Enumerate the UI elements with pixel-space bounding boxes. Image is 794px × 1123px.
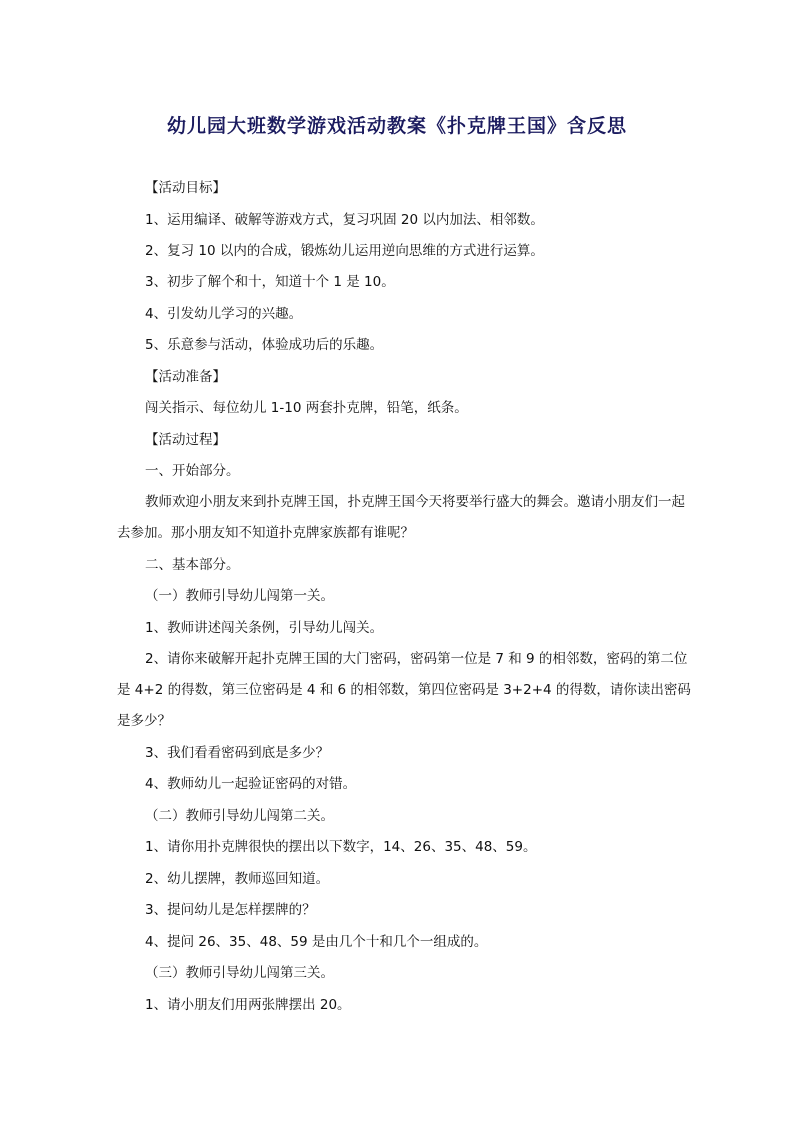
level-2-heading: （二）教师引导幼儿闯第二关。	[145, 808, 334, 824]
goal-line-5: 5、乐意参与活动，体验成功后的乐趣。	[145, 337, 384, 353]
paragraph-password: 2、请你来破解开起扑克牌王国的大门密码，密码第一位是 7 和 9 的相邻数，密码的第二位是 4+2 的得数，第三位密码是 4 和 6 的相邻数，第四位密码是 3+2+4 的得数，请你读出密码是多少？	[117, 651, 691, 729]
goal-line-1: 1、运用编译、破解等游戏方式，复习巩固 20 以内加法、相邻数。	[145, 212, 544, 228]
section-heading-process: 【活动过程】	[145, 432, 226, 448]
level-3-heading: （三）教师引导幼儿闯第三关。	[145, 965, 334, 981]
section-heading-preparation: 【活动准备】	[145, 369, 226, 385]
level-1-heading: （一）教师引导幼儿闯第一关。	[145, 588, 334, 604]
paragraph-intro: 教师欢迎小朋友来到扑克牌王国，扑克牌王国今天将要举行盛大的舞会。邀请小朋友们一起去参加。那小朋友知不知道扑克牌家族都有谁呢？	[117, 494, 685, 541]
level-1-step-4: 4、教师幼儿一起验证密码的对错。	[145, 776, 357, 792]
process-part-2: 二、基本部分。	[145, 557, 240, 573]
goal-line-2: 2、复习 10 以内的合成，锻炼幼儿运用逆向思维的方式进行运算。	[145, 243, 544, 259]
preparation-line: 闯关指示、每位幼儿 1-10 两套扑克牌，铅笔，纸条。	[145, 400, 468, 416]
section-heading-goals: 【活动目标】	[145, 180, 226, 196]
level-1-step-1: 1、教师讲述闯关条例，引导幼儿闯关。	[145, 620, 384, 636]
level-3-step-1: 1、请小朋友们用两张牌摆出 20。	[145, 997, 351, 1013]
goal-line-3: 3、初步了解个和十，知道十个 1 是 10。	[145, 274, 395, 290]
level-1-step-3: 3、我们看看密码到底是多少？	[145, 745, 330, 761]
goal-line-4: 4、引发幼儿学习的兴趣。	[145, 306, 303, 322]
document-title: 幼儿园大班数学游戏活动教案《扑克牌王国》含反思	[166, 115, 627, 137]
process-part-1: 一、开始部分。	[145, 463, 240, 479]
level-2-step-4: 4、提问 26、35、48、59 是由几个十和几个一组成的。	[145, 934, 488, 950]
level-2-step-2: 2、幼儿摆牌，教师巡回知道。	[145, 871, 330, 887]
level-2-step-1: 1、请你用扑克牌很快的摆出以下数字，14、26、35、48、59。	[145, 839, 537, 855]
level-2-step-3: 3、提问幼儿是怎样摆牌的？	[145, 902, 316, 918]
